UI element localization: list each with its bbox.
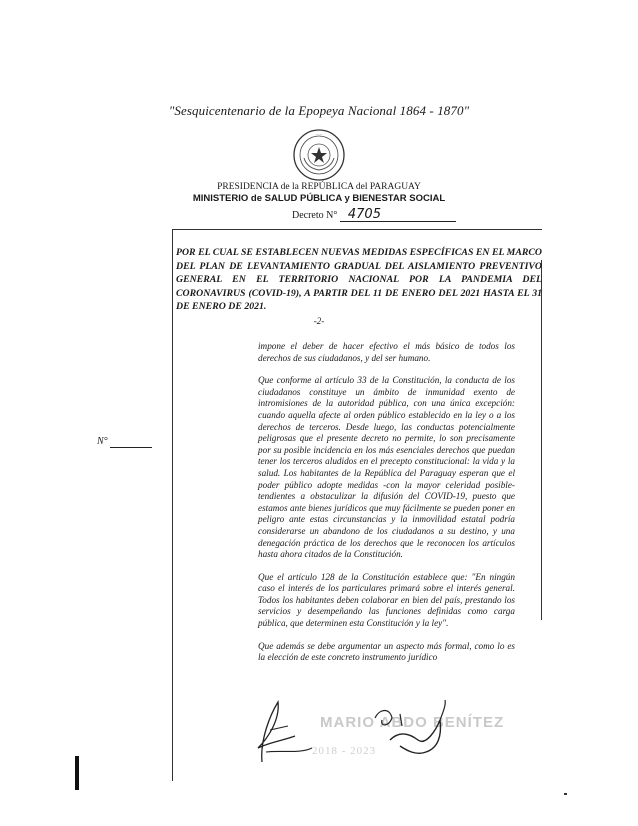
- side-number-label: N°: [97, 436, 108, 447]
- handwritten-signature-icon: [240, 690, 480, 770]
- scan-artifact: [564, 793, 567, 795]
- presidency-line: PRESIDENCIA de la REPÚBLICA del PARAGUAY: [217, 182, 421, 192]
- svg-text:·····: ·····: [315, 132, 323, 137]
- paragraph: Que el artículo 128 de la Constitución establece que: "En ningún caso el interés de los particulares primará sobre el interés general. Todos los habitantes deben colaborar en bien del país, prestando los servicios y desempeñando las funciones definidas como carga pública, que determinen esta Constitución y la ley".: [258, 571, 515, 629]
- decree-label: Decreto N°: [292, 210, 338, 221]
- paragraph: Que conforme al artículo 33 de la Constitución, la conducta de los ciudadanos constituye un ámbito de inmunidad exento de intromisiones de la autoridad pública, con una única excepción: cuando aquella afecte al orden público establecido en la ley o a los derechos de terceros. Desde luego, las conductas potencialmente peligrosas que el presente decreto no permite, lo son precisamente por su posible incidencia en los más esenciales derechos que puedan tener los terceros aludidos en el precepto constitucional: la vida y la salud. Los habitantes de la República del Paraguay esperan que el poder público adopte medidas -con la mayor celeridad posible- tendientes a obstaculizar la difusión del COVID-19, puesto que estamos ante bienes jurídicos que muy fácilmente se pueden poner en peligro ante estas circunstancias y la inmovilidad estatal podría considerarse un abandono de los ciudadanos a su destino, y una denegación práctica de los derechos que le reconocen los artículos hasta ahora citados de la Constitución.: [258, 375, 515, 560]
- frame-top-border: [172, 229, 542, 230]
- frame-right-border: [541, 260, 542, 620]
- paragraph: Que además se debe argumentar un aspecto más formal, como lo es la elección de este concreto instrumento jurídico: [258, 640, 515, 663]
- national-seal-icon: [292, 128, 346, 182]
- page-edge-mark: [75, 756, 79, 790]
- side-number-line: [110, 447, 152, 448]
- paragraph: impone el deber de hacer efectivo el más básico de todos los derechos de sus ciudadanos, y del ser humano.: [258, 341, 515, 363]
- document-body: [258, 341, 515, 675]
- ministry-line: MINISTERIO de SALUD PÚBLICA y BIENESTAR SOCIAL: [192, 193, 446, 204]
- decree-line: [292, 209, 456, 222]
- frame-left-border: [172, 229, 173, 781]
- watermark-years: 2018 - 2023: [312, 745, 377, 757]
- decree-number: 4705: [340, 209, 456, 222]
- page-number: -2-: [313, 316, 325, 326]
- header-motto: "Sesquicentenario de la Epopeya Nacional 1864 - 1870": [168, 103, 470, 118]
- watermark-name: MARIO ABDO BENÍTEZ: [320, 714, 505, 731]
- document-title: POR EL CUAL SE ESTABLECEN NUEVAS MEDIDAS ESPECÍFICAS EN EL MARCO DEL PLAN DE LEVANTAMIENTO GRADUAL DEL AISLAMIENTO PREVENTIVO GENERAL EN EL TERRITORIO NACIONAL POR LA PANDEMIA DEL CORONAVIRUS (COVID-19), A PARTIR DEL 11 DE ENERO DEL 2021 HASTA EL 31 DE ENERO DE 2021.: [176, 247, 542, 312]
